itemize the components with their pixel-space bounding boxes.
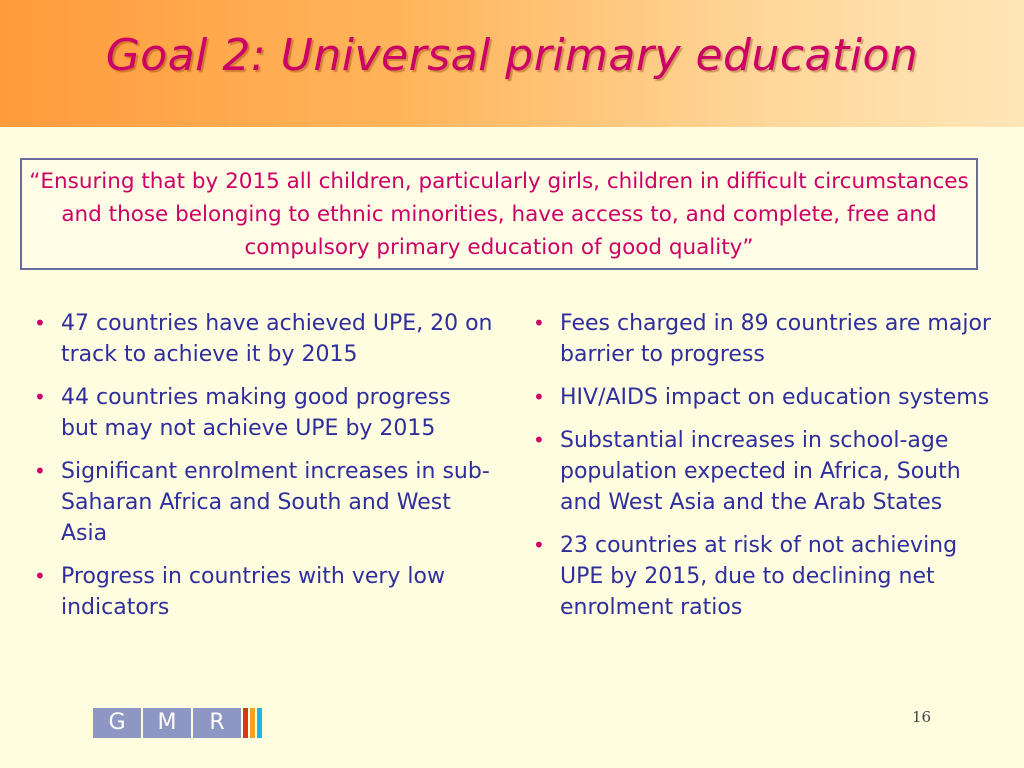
gmr-logo-letter-m: M	[143, 708, 191, 738]
list-item	[34, 382, 494, 444]
gmr-logo	[93, 708, 264, 738]
list-item	[34, 456, 494, 549]
bullet-text: Fees charged in 89 countries are major barrier to progress	[560, 311, 991, 367]
goal-quote-text: “Ensuring that by 2015 all children, particularly girls, children in difficult circumstances and those belonging to ethnic minorities, have access to, and complete, free and compulsory primary education of good quality”	[29, 168, 969, 260]
bullet-icon: •	[533, 428, 545, 452]
slide-title: Goal 2: Universal primary education	[105, 30, 919, 81]
list-item	[533, 382, 1003, 413]
logo-stripe-cyan	[257, 708, 262, 738]
gmr-logo-letter-g: G	[93, 708, 141, 738]
bullet-icon: •	[34, 459, 46, 483]
bullet-icon: •	[533, 311, 545, 335]
bullet-text: 23 countries at risk of not achieving UPE by 2015, due to declining net enrolment ratios	[560, 533, 958, 620]
logo-stripe-orange	[250, 708, 255, 738]
list-item	[533, 530, 1003, 623]
right-bullet-list	[533, 308, 1003, 635]
gmr-logo-letter-r: R	[193, 708, 241, 738]
bullet-text: HIV/AIDS impact on education systems	[560, 385, 990, 410]
bullet-icon: •	[533, 533, 545, 557]
bullet-text: 44 countries making good progress but may not achieve UPE by 2015	[61, 385, 451, 441]
list-item	[533, 308, 1003, 370]
list-item	[533, 425, 1003, 518]
logo-stripe-red	[243, 708, 248, 738]
bullet-text: Substantial increases in school-age population expected in Africa, South and West Asia and the Arab States	[560, 428, 961, 515]
page-number: 16	[912, 708, 932, 726]
goal-quote-box	[20, 158, 978, 270]
bullet-text: Progress in countries with very low indicators	[61, 564, 445, 620]
left-bullet-list	[34, 308, 494, 635]
bullet-icon: •	[34, 564, 46, 588]
list-item	[34, 561, 494, 623]
list-item	[34, 308, 494, 370]
bullet-text: 47 countries have achieved UPE, 20 on track to achieve it by 2015	[61, 311, 493, 367]
bullet-icon: •	[34, 385, 46, 409]
bullet-icon: •	[34, 311, 46, 335]
bullet-icon: •	[533, 385, 545, 409]
bullet-text: Significant enrolment increases in sub-Saharan Africa and South and West Asia	[61, 459, 490, 546]
